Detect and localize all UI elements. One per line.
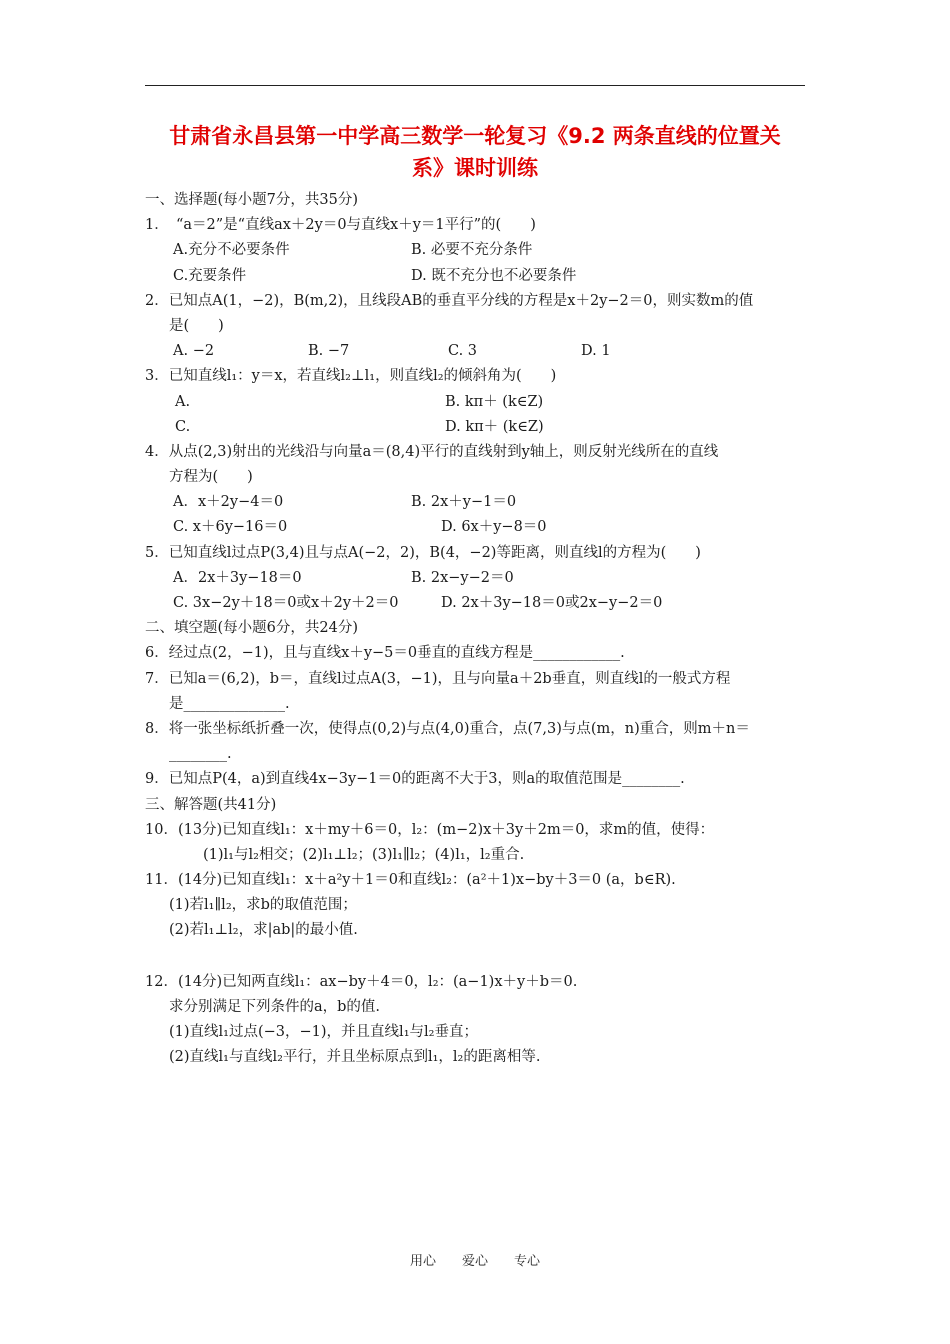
question-4-options-row — [145, 515, 815, 540]
option-b: B. 必要不充分条件 — [411, 242, 533, 259]
question-8: 8．将一张坐标纸折叠一次，使得点(0,2)与点(4,0)重合，点(7,3)与点(m，n)重合，则m＋n＝ — [145, 720, 750, 737]
option-c: C.充要条件 — [173, 267, 247, 284]
question-1-options-row — [145, 264, 815, 289]
option-c: C. x＋6y−16＝0 — [173, 519, 288, 536]
option-d: D. 6x＋y−8＝0 — [441, 519, 547, 536]
option-b: B. −7 — [308, 343, 350, 360]
question-12-part-1: (1)直线l₁过点(−3，−1)，并且直线l₁与l₂垂直； — [169, 1024, 478, 1040]
question-12: 12．(14分)已知两直线l₁：ax−by＋4＝0，l₂：(a−1)x＋y＋b＝0. — [145, 973, 578, 990]
option-a: A. −2 — [173, 343, 215, 360]
question-3-options-row — [145, 415, 815, 440]
question-3-stem: 3．已知直线l₁：y＝x，若直线l₂⊥l₁，则直线l₂的倾斜角为( ) — [145, 368, 557, 385]
question-3-options-row — [145, 390, 815, 415]
question-11: 11．(14分)已知直线l₁：x＋a²y＋1＝0和直线l₂：(a²＋1)x−by＋3＝0 (a，b∈R). — [145, 872, 676, 889]
question-4-options-row — [145, 490, 815, 515]
question-7-cont: 是______________. — [169, 695, 290, 712]
section-heading: 三、解答题(共41分) — [145, 796, 277, 813]
option-d: D. 2x＋3y−18＝0或2x−y−2＝0 — [441, 595, 663, 611]
question-10-cont: (1)l₁与l₂相交；(2)l₁⊥l₂；(3)l₁∥l₂；(4)l₁，l₂重合. — [203, 846, 525, 863]
section-heading: 二、填空题(每小题6分，共24分) — [145, 620, 358, 637]
question-2-options-row — [145, 339, 815, 364]
question-12-part-2: (2)直线l₁与直线l₂平行，并且坐标原点到l₁，l₂的距离相等. — [169, 1049, 541, 1066]
option-b: B. 2x−y−2＝0 — [411, 569, 514, 586]
section-heading: 一、选择题(每小题7分，共35分) — [145, 192, 358, 208]
option-d: D. 1 — [581, 343, 611, 360]
option-b: B. kπ＋ (k∈Z) — [445, 393, 544, 410]
question-5-options-row — [145, 566, 815, 591]
question-12-cont: 求分别满足下列条件的a，b的值. — [169, 998, 381, 1015]
option-d: D. 既不充分也不必要条件 — [411, 267, 577, 284]
option-a: A. — [175, 393, 191, 410]
question-5-stem: 5．已知直线l过点P(3,4)且与点A(−2，2)，B(4，−2)等距离，则直线l的方程为( ) — [145, 544, 701, 561]
question-9: 9．已知点P(4，a)到直线4x−3y−1＝0的距离不大于3，则a的取值范围是________. — [145, 771, 685, 788]
document-title — [145, 120, 805, 184]
question-1-options-row — [145, 238, 815, 263]
option-c: C. — [175, 418, 191, 435]
question-1-stem: 1． “a＝2”是“直线ax＋2y＝0与直线x＋y＝1平行”的( ) — [145, 217, 536, 234]
question-10: 10．(13分)已知直线l₁：x＋my＋6＝0，l₂：(m−2)x＋3y＋2m＝0，求m的值，使得： — [145, 821, 715, 838]
question-11-part-2: (2)若l₁⊥l₂，求|ab|的最小值. — [169, 922, 358, 939]
question-4-stem-cont: 方程为( ) — [169, 469, 253, 486]
document-body — [145, 188, 815, 1070]
option-d: D. kπ＋ (k∈Z) — [445, 418, 544, 435]
page-footer: 用心 爱心 专心 — [409, 1254, 540, 1269]
option-b: B. 2x＋y−1＝0 — [411, 494, 517, 511]
question-2-stem: 2．已知点A(1，−2)，B(m,2)，且线段AB的垂直平分线的方程是x＋2y−2＝0，则实数m的值 — [145, 292, 754, 309]
question-4-stem: 4．从点(2,3)射出的光线沿与向量a＝(8,4)平行的直线射到y轴上，则反射光线所在的直线 — [145, 443, 719, 460]
question-2-stem-cont: 是( ) — [169, 317, 224, 334]
header-rule — [145, 85, 805, 86]
title-line-2: 系》课时训练 — [412, 156, 538, 180]
option-a: A．x＋2y−4＝0 — [173, 494, 284, 511]
question-11-part-1: (1)若l₁∥l₂，求b的取值范围； — [169, 897, 357, 914]
option-a: A.充分不必要条件 — [173, 242, 290, 259]
option-a: A．2x＋3y−18＝0 — [173, 569, 302, 586]
question-7: 7．已知a＝(6,2)，b＝，直线l过点A(3，−1)，且与向量a＋2b垂直，则直线l的一般式方程 — [145, 670, 731, 687]
question-5-options-row — [145, 591, 815, 616]
title-line-1: 甘肃省永昌县第一中学高三数学一轮复习《9.2 两条直线的位置关 — [169, 124, 781, 148]
question-8-cont: ________. — [169, 746, 232, 763]
option-c: C. 3x−2y＋18＝0或x＋2y＋2＝0 — [173, 595, 399, 611]
question-6: 6．经过点(2，−1)，且与直线x＋y−5＝0垂直的直线方程是____________. — [145, 645, 625, 662]
option-c: C. 3 — [448, 343, 478, 360]
